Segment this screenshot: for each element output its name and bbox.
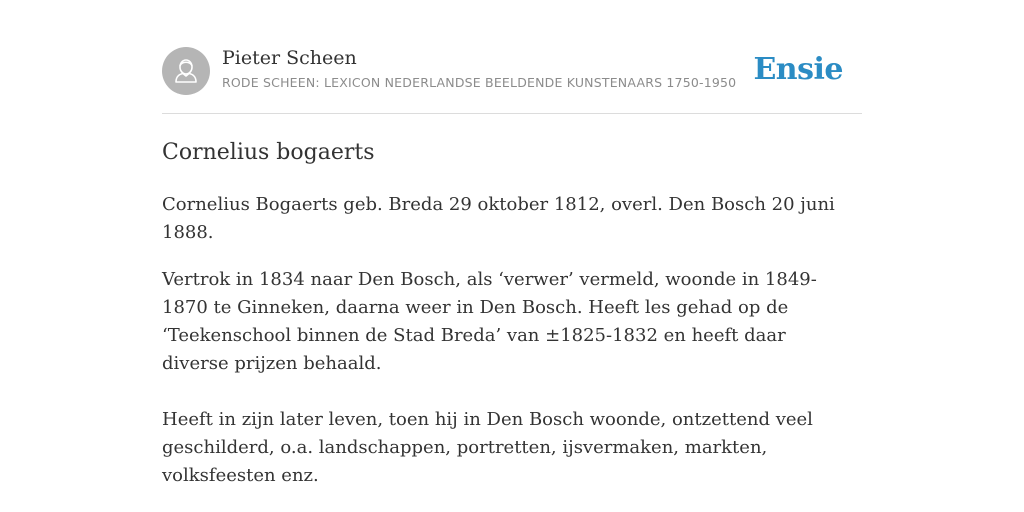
article-header (162, 46, 862, 114)
source-title[interactable]: RODE SCHEEN: LEXICON NEDERLANDSE BEELDENDE KUNSTENAARS 1750-1950 (222, 75, 737, 90)
author-name[interactable]: Pieter Scheen (222, 47, 357, 69)
article-card (162, 46, 862, 490)
ensie-logo[interactable]: Ensie (753, 52, 843, 87)
user-avatar-icon[interactable] (162, 47, 210, 95)
article-paragraph: Heeft in zijn later leven, toen hij in Den Bosch woonde, ontzettend veel geschilderd, o.a. landschappen, portretten, ijsvermaken, markten, volksfeesten enz. (162, 409, 813, 486)
article-title: Cornelius bogaerts (162, 140, 375, 165)
article-paragraph: Vertrok in 1834 naar Den Bosch, als ‘verwer’ vermeld, woonde in 1849-1870 te Ginneken, daarna weer in Den Bosch. Heeft les gehad op de ‘Teekenschool binnen de Stad Breda’ van ±1825-1832 en heeft daar diverse prijzen behaald. (162, 269, 817, 374)
article-paragraph: Cornelius Bogaerts geb. Breda 29 oktober 1812, overl. Den Bosch 20 juni 1888. (162, 194, 835, 243)
